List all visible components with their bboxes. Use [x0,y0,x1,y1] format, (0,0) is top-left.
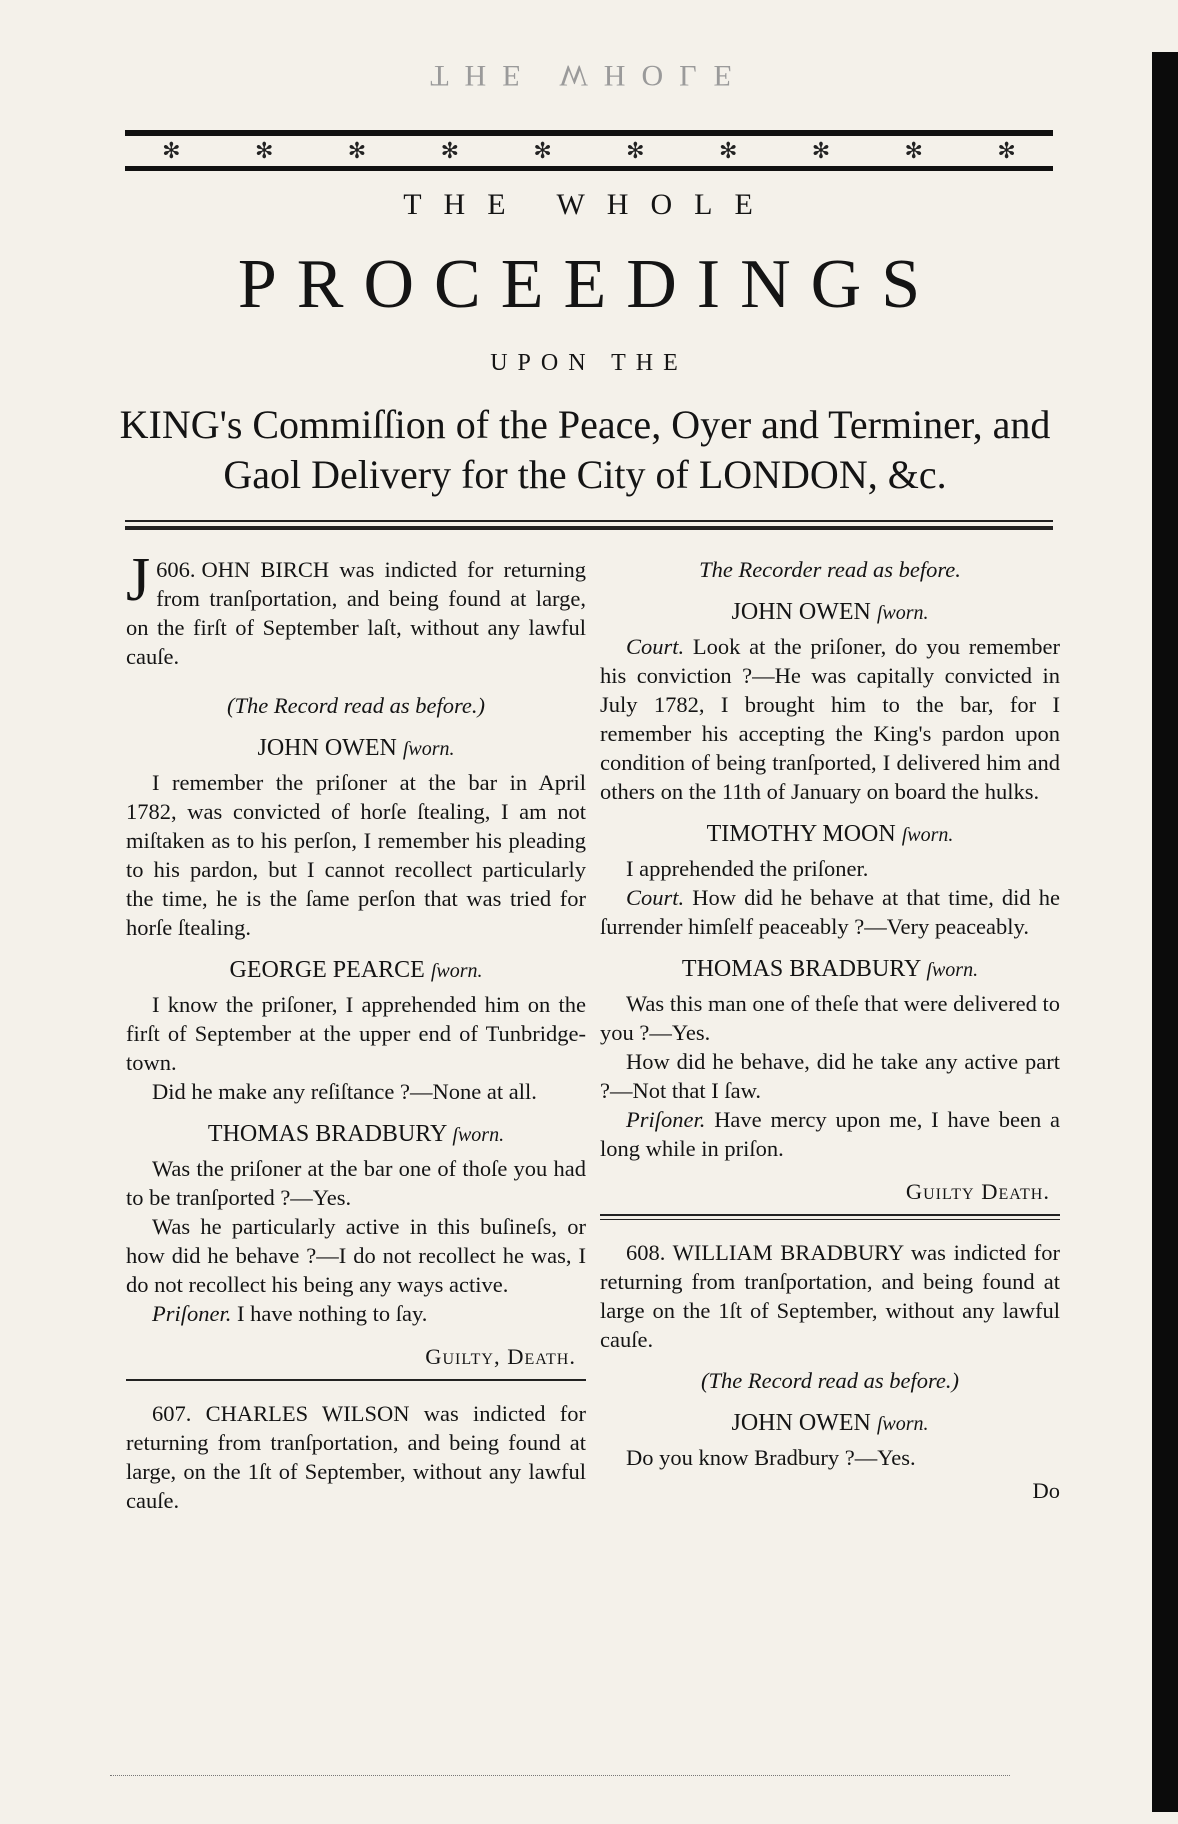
sworn-label: ſworn. [402,738,455,760]
speaker-label: Court. [626,885,685,910]
witness-name: JOHN OWEN [731,599,877,625]
speaker-label: Court. [626,634,685,659]
ornament-glyph: ✻ [997,138,1016,163]
sworn-label: ſworn. [901,824,954,846]
record-note: (The Record read as before.) [226,693,486,718]
title-proceedings: PROCEEDINGS [237,246,941,323]
verdict: Guilty, Death. [425,1344,576,1369]
court-question [600,632,1060,806]
ornament-glyph: ✻ [440,138,459,163]
witness-name: GEORGE PEARCE [229,957,431,983]
title-upon-the: UPON THE [490,350,688,376]
drop-cap: J [126,546,151,614]
ornament-glyph: ✻ [718,138,738,163]
testimony: Was he particularly active in this buſineſs, or how did he behave ?—I do not recollect he was, I do not recollect his being any ways active. [126,1214,586,1297]
left-column [126,546,586,1515]
prisoner-statement [126,1299,586,1328]
testimony: Do you know Bradbury ?—Yes. [626,1445,916,1470]
bleed-through-header: THE WHOLE [430,59,748,92]
speaker-label: Priſoner. [626,1107,706,1132]
case-text: OHN BIRCH was indicted for returning from tranſportation, and being found at large, on the firſt of September laſt, without any lawful cauſe. [126,557,586,669]
witness-heading [600,955,1060,985]
question-text: How did he behave at that time, did he ſurrender himſelf peaceably ?—Very peaceably. [600,885,1060,939]
speaker-label: Priſoner. [152,1301,232,1326]
witness-name: THOMAS BRADBURY [207,1121,453,1147]
witness-name: JOHN OWEN [731,1410,877,1436]
ornament-glyph: ✻ [254,138,274,163]
record-note: (The Record read as before.) [700,1368,960,1393]
ornament-glyph: ✻ [811,138,831,163]
catchword: Do [1032,1478,1060,1503]
witness-heading [600,820,1060,850]
recorder-note: The Recorder read as before. [699,557,961,582]
testimony: Did he make any reſiſtance ?—None at all. [152,1079,537,1104]
statement-text: Have mercy upon me, I have been a long while in priſon. [600,1107,1060,1161]
testimony: Was the priſoner at the bar one of thoſe you had to be tranſported ?—Yes. [126,1156,586,1210]
sworn-label: ſworn. [876,1413,929,1435]
testimony: I remember the priſoner at the bar in April 1782, was convicted of horſe ſtealing, I am not miſtaken as to his perſon, I remember his pleading to his pardon, but I cannot recollect particularly the time, he is the ſame perſon that was tried for horſe ſtealing. [126,770,586,940]
testimony: I know the priſoner, I apprehended him on the firſt of September at the upper end of Tunbridge-town. [126,992,586,1075]
title-commission-line2: Gaol Delivery for the City of LONDON, &c. [223,452,947,497]
ornament-glyph: ✻ [626,138,645,163]
ornament-glyph: ✻ [162,138,181,163]
sworn-label: ſworn. [430,960,483,982]
witness-heading [600,1409,1060,1439]
case-number: 607. [152,1401,192,1426]
bottom-edge-marks [110,1775,1010,1776]
case-text: WILLIAM BRADBURY was indicted for returning from tranſportation, and being found at large on the 1ſt of September, without any lawful cauſe. [600,1240,1060,1352]
case-606 [126,546,586,671]
header-ornament [125,130,1053,171]
witness-name: JOHN OWEN [257,735,403,761]
ornament-glyph: ✻ [347,138,367,163]
verdict: Guilty Death. [905,1179,1050,1204]
case-separator [126,1379,586,1381]
case-text: CHARLES WILSON was indicted for returning from tranſportation, and being found at large, on the 1ſt of September, without any lawful cauſe. [126,1401,586,1513]
sworn-label: ſworn. [452,1124,505,1146]
witness-heading [126,956,586,986]
case-608 [600,1238,1060,1354]
case-separator [600,1214,1060,1220]
testimony: Was this man one of theſe that were delivered to you ?—Yes. [600,991,1060,1045]
witness-name: TIMOTHY MOON [706,821,902,847]
sworn-label: ſworn. [926,959,979,981]
case-607 [126,1399,586,1515]
question-text: Look at the priſoner, do you remember his conviction ?—He was capitally convicted in July 1782, I brought him to the bar, for I remember his accepting the King's pardon upon condition of being tranſported, I delivered him and others on the 11th of January on board the hulks. [600,634,1060,804]
witness-name: THOMAS BRADBURY [681,956,927,982]
statement-text: I have nothing to ſay. [231,1301,428,1326]
witness-heading [600,598,1060,628]
case-number: 608. [626,1240,666,1265]
title-rule [125,520,1053,530]
testimony: I apprehended the priſoner. [626,856,869,881]
case-number: 606. [156,557,196,582]
testimony: How did he behave, did he take any active part ?—Not that I ſaw. [600,1049,1060,1103]
witness-heading [126,1120,586,1150]
ornament-glyph: ✻ [904,138,923,163]
court-question [600,883,1060,941]
ornament-glyph: ✻ [533,138,552,163]
title-commission-line1: KING's Commiſſion of the Peace, Oyer and Terminer, and [119,402,1051,447]
witness-heading [126,734,586,764]
title-commission [110,400,1060,500]
sworn-label: ſworn. [876,602,929,624]
right-column [600,555,1060,1505]
title-the-whole: THE WHOLE [403,188,775,221]
prisoner-statement [600,1105,1060,1163]
